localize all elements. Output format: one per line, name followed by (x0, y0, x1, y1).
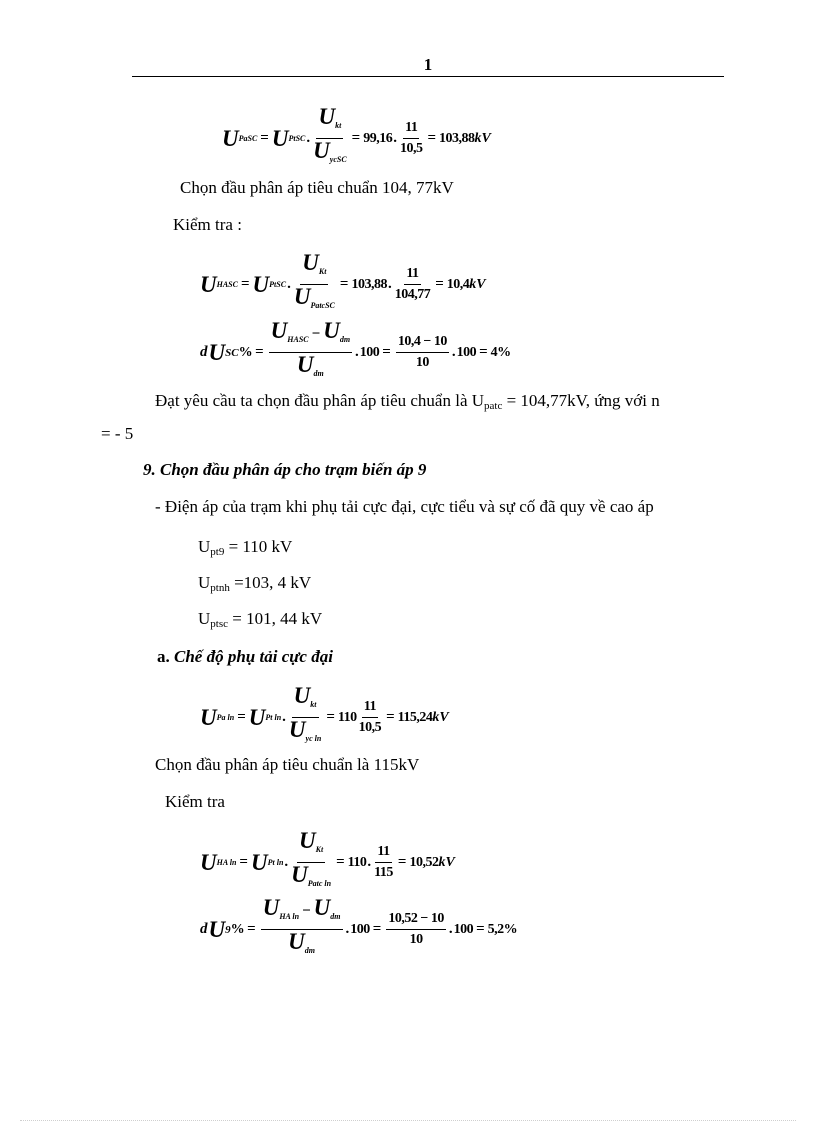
fraction-numeric (386, 910, 445, 949)
eq-result: 115,24 (397, 709, 433, 725)
eq-var: U (293, 284, 311, 309)
frac-num: 11 (362, 698, 378, 718)
eq-sub: yc ln (305, 734, 322, 743)
eq-sub: Patc ln (307, 879, 332, 888)
eq-value: 110 (337, 709, 357, 725)
upt-line (198, 537, 292, 558)
upt-line (198, 573, 311, 594)
eq-sub: HA ln (216, 858, 237, 867)
eq-result: 10,52 (409, 854, 439, 870)
fraction (289, 685, 321, 750)
eq-var: U (200, 849, 217, 875)
eq-var: U (293, 683, 311, 708)
eq-var: U (299, 828, 316, 853)
fraction-numeric (400, 119, 423, 158)
fraction-numeric (374, 843, 393, 882)
fraction: $\frac{U_{HA ln} - U_{dm}}{U_{dm}}$ (262, 895, 341, 955)
eq-mult: 100 (453, 921, 474, 937)
eq-d: d (200, 921, 208, 937)
eq-sub: dm (339, 335, 351, 344)
upt-sub: ptsc (210, 618, 229, 630)
eq-sub: HASC (287, 335, 309, 344)
eq-var: U (250, 849, 268, 875)
eq-sub: PtSC (269, 280, 287, 289)
fraction: $\frac{U_{HASC} - U_{dm}}{U_{dm}}$ (270, 318, 351, 378)
eq-var: U (248, 704, 266, 730)
frac-num: 10,52 − 10 (386, 910, 445, 930)
frac-num: 11 (375, 843, 391, 863)
text-part: = 104,77kV, ứng với n (502, 391, 660, 410)
eq-sub: HA ln (279, 912, 300, 921)
eq-sub: HASC (216, 280, 238, 289)
eq-var: U (252, 271, 270, 297)
eq-sub: PaSC (238, 134, 258, 143)
eq-pct: % (230, 921, 245, 937)
eq-sub: kt (335, 121, 342, 130)
text-line: Chọn đầu phân áp tiêu chuẩn 104, 77kV (180, 178, 454, 197)
eq-var: U (200, 704, 217, 730)
eq-sub: 9 (225, 923, 231, 936)
page-bottom-border (20, 1120, 796, 1121)
fraction-numeric (396, 333, 449, 372)
eq-sub: Kt (315, 845, 324, 854)
eq-var: U (262, 895, 280, 920)
eq-result: 5,2% (487, 921, 518, 937)
eq-result: 4% (490, 344, 511, 360)
eq-mult: 100 (359, 344, 380, 360)
fraction (313, 106, 347, 171)
text-line: Kiểm tra : (173, 215, 242, 234)
text-line: Chọn đầu phân áp tiêu chuẩn là 115kV (155, 755, 420, 774)
eq-unit: kV (469, 276, 486, 292)
eq-value: 99,16 (363, 130, 393, 146)
eq-sub: Pt ln (267, 858, 284, 867)
page-number: 1 (423, 55, 433, 74)
eq-result: 103,88 (439, 130, 475, 146)
frac-den: 104,77 (394, 287, 431, 302)
text-line: - Điện áp của trạm khi phụ tải cực đại, cực tiểu và sự cố đã quy về cao áp (155, 497, 654, 516)
eq-var: U (208, 916, 226, 942)
eq-var: U (296, 352, 314, 377)
fraction (291, 830, 331, 895)
heading-prefix: a. (157, 647, 174, 666)
header-rule (132, 76, 724, 77)
frac-num: 11 (404, 265, 420, 285)
text-part: Đạt yêu cầu ta chọn đầu phân áp tiêu chuẩn là U (155, 391, 485, 410)
subsection-heading (157, 647, 333, 667)
equation-uhasc: U HASC = U PtSC . $\frac{U_{Kt}}{U_{PatcSC}}$ = 103,88 . $\frac{11}{104,77}$ = 10,4 kV (200, 252, 486, 317)
frac-den: 10,5 (358, 720, 382, 735)
eq-sub: Kt (318, 267, 327, 276)
upt-sub: pt9 (210, 546, 225, 558)
frac-den: 10 (415, 355, 429, 370)
text-line (155, 391, 660, 412)
eq-value: 103,88 (351, 276, 387, 292)
eq-sub: dm (304, 946, 316, 955)
eq-sub: PtSC (288, 134, 306, 143)
equation-upasc: U PaSC = U PtSC . $\frac{U_{kt}}{U_{ycSC}}$ = 99,16 . $\frac{11}{10,5}$ = 103,88 kV (222, 106, 491, 171)
eq-d: d (200, 344, 208, 360)
eq-value: 110 (347, 854, 367, 870)
frac-den: 10 (409, 932, 423, 947)
eq-sub: ycSC (329, 155, 347, 164)
eq-var: U (318, 104, 336, 129)
eq-var: U (288, 717, 306, 742)
frac-den: 10,5 (399, 141, 423, 156)
upt-sub: ptnh (210, 582, 230, 594)
eq-var: U (200, 271, 217, 297)
heading-text: Chế độ phụ tải cực đại (174, 647, 333, 666)
eq-result: 10,4 (446, 276, 470, 292)
upt-u: U (198, 537, 211, 556)
eq-var: U (313, 138, 330, 163)
equation-upaln: U Pa ln = U Pt ln . $\frac{U_{kt}}{U_{yc ln}}$ = 110 $\frac{11}{10,5}$ = 115,24 kV (200, 685, 449, 750)
eq-mult: 100 (456, 344, 477, 360)
eq-sub: dm (313, 369, 324, 378)
upt-rest: = 101, 44 kV (228, 609, 323, 628)
eq-var: U (302, 250, 319, 275)
upt-line (198, 609, 322, 630)
text-line: = - 5 (101, 424, 134, 443)
upt-u: U (198, 609, 211, 628)
eq-pct: % (238, 344, 253, 360)
eq-sub: SC (225, 346, 239, 359)
section-heading: 9. Chọn đầu phân áp cho trạm biến áp 9 (143, 460, 427, 479)
upt-u: U (198, 573, 211, 592)
eq-mult: 100 (350, 921, 370, 937)
eq-sub: PatcSC (310, 301, 335, 310)
fraction (294, 252, 335, 317)
eq-var: U (270, 318, 288, 343)
eq-sub: kt (310, 700, 317, 709)
equation-dusc: d U SC % = $\frac{U_{HASC} - U_{dm}}{U_{dm}}$ . 100 = $\frac{10,4 - 10}{10}$ . 100 = 4% (200, 320, 511, 385)
eq-sub: Pt ln (265, 713, 282, 722)
frac-num: 11 (403, 119, 419, 139)
eq-sub: dm (330, 912, 341, 921)
eq-var: U (208, 339, 226, 365)
eq-var: U (222, 125, 239, 151)
text-sub: patc (484, 400, 503, 412)
eq-var: U (323, 318, 340, 343)
equation-uhaln: U HA ln = U Pt ln . $\frac{U_{Kt}}{U_{Patc ln}}$ = 110 . $\frac{11}{115}$ = 10,52 kV (200, 830, 455, 895)
equation-du9: d U 9 % = $\frac{U_{HA ln} - U_{dm}}{U_{dm}}$ . 100 = $\frac{10,52 - 10}{10}$ . 100 = 5,2% (200, 897, 517, 962)
frac-den: 115 (374, 865, 393, 880)
upt-rest: =103, 4 kV (229, 573, 312, 592)
eq-var: U (313, 895, 331, 920)
eq-unit: kV (474, 130, 491, 146)
eq-var: U (271, 125, 289, 151)
eq-var: U (291, 862, 308, 887)
eq-var: U (288, 929, 305, 954)
eq-sub: Pa ln (216, 713, 235, 722)
fraction-numeric (395, 265, 431, 304)
upt-rest: = 110 kV (224, 537, 293, 556)
frac-num: 10,4 − 10 (396, 333, 449, 353)
fraction-numeric (359, 698, 382, 737)
eq-unit: kV (432, 709, 449, 725)
text-line: Kiểm tra (165, 792, 225, 811)
eq-unit: kV (438, 854, 455, 870)
